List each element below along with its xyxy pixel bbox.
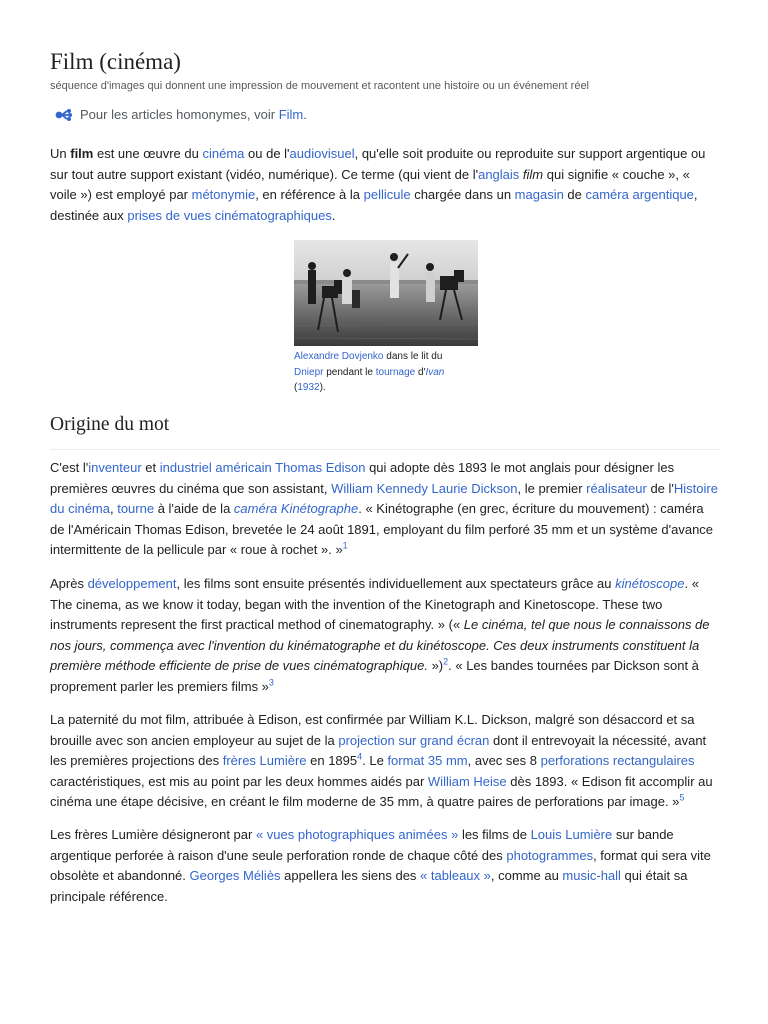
link-georges-melies[interactable]: Georges Méliès [189, 868, 281, 883]
link-pellicule[interactable]: pellicule [363, 187, 411, 202]
link-music-hall[interactable]: music-hall [562, 868, 621, 883]
paragraph-1: C'est l'inventeur et industriel américain Thomas Edison qui adopte dès 1893 le mot anglais pour désigner les premières œuvres du cinéma que son assistant, William Kennedy Laurie Dickson, le premier réalisateur de l'Histoire du cinéma, tourne à l'aide de la caméra Kinétographe. « Kinétographe (en grec, écriture du mouvement) : caméra de l'Américain Thomas Edison, brevetée le 24 août 1891, employant du film perforé 35 mm et un système d'avance intermittente de la pellicule par « roue à rochet ». »$^1$ [50, 460, 718, 557]
hatnote [54, 107, 307, 122]
link-metonymie[interactable]: métonymie [191, 187, 256, 202]
link-realisateur[interactable]: réalisateur [586, 480, 647, 496]
reference-4[interactable]: 4 [357, 751, 363, 762]
caption-link-dniepr[interactable]: Dniepr [294, 366, 324, 378]
link-louis-lumiere[interactable]: Louis Lumière [530, 827, 613, 842]
link-audiovisuel[interactable]: audiovisuel [289, 146, 355, 161]
caption-link-dovjenko[interactable]: Alexandre Dovjenko [294, 351, 384, 362]
reference-5[interactable]: 5 [679, 792, 685, 803]
paragraph-2: Après développement, les films sont ensuite présentés individuellement aux spectateurs grâce au kinétoscope. « The cinema, as we know it today, began with the invention of the Kinetograph and Kinetoscope. These two instruments represent the first practical method of cinematography. » (« Le cinéma, tel que nous le connaissons de nos jours, commença avec l'invention du kinématographe et du kinétoscope. Ces deux instruments constituent la première méthode efficiente de prise de vues cinématographique. »)$^2$. « Les bandes tournées par Dickson sont à proprement parler les premiers films »$^3$ [50, 576, 710, 694]
link-format-35mm[interactable]: format 35 mm [387, 753, 468, 768]
link-projection[interactable]: projection sur grand écran [338, 732, 490, 748]
caption-link-tournage[interactable]: tournage [375, 366, 416, 378]
page-title: Film (cinéma) [50, 49, 181, 74]
reference-2[interactable]: 2 [443, 656, 449, 667]
link-histoire-du-cinema[interactable]: Histoire du cinéma [50, 480, 718, 516]
link-magasin[interactable]: magasin [514, 187, 564, 202]
bold-term: film [70, 146, 94, 161]
section-heading: Origine du mot [50, 414, 170, 435]
link-kinetoscope[interactable]: kinétoscope [615, 576, 685, 591]
link-developpement[interactable]: développement [87, 576, 177, 591]
figure-caption: Alexandre Dovjenko dans le lit du Dniepr pendant le tournage d'Ivan (1932). [294, 351, 445, 393]
section-divider [50, 449, 720, 450]
caption-link-1932[interactable]: 1932 [297, 382, 320, 393]
disambiguation-icon [54, 108, 74, 122]
caption-link-ivan[interactable]: Ivan [425, 366, 445, 378]
link-photogrammes[interactable]: photogrammes [506, 847, 594, 863]
link-inventeur[interactable]: inventeur [88, 460, 142, 475]
link-kinetographe[interactable]: caméra Kinétographe [233, 501, 359, 516]
hatnote-link-film[interactable]: Film [278, 107, 304, 122]
reference-3[interactable]: 3 [268, 677, 274, 688]
intro-paragraph: Un film est une œuvre du cinéma ou de l'audiovisuel, qu'elle soit produite ou reproduite sur support argentique ou sur tout autre support existant (vidéo, numérique). Ce terme (qui vient de l'anglais film qui signifie « couche », « voile ») est employé par métonymie, en référence à la pellicule chargée dans un magasin de caméra argentique, destinée aux prises de vues cinématographiques. [50, 146, 706, 223]
link-dickson[interactable]: William Kennedy Laurie Dickson [331, 480, 518, 496]
link-vues-photographiques[interactable]: « vues photographiques animées » [255, 827, 459, 842]
reference-1[interactable]: 1 [342, 540, 348, 551]
paragraph-3: La paternité du mot film, attribuée à Edison, est confirmée par William K.L. Dickson, malgré son désaccord et sa brouille avec son ancien employeur au sujet de la projection sur grand écran dont il entrevoyait la nécessité, avant les premières projections des frères Lumière en 1895$^4$. Le format 35 mm, avec ses 8 perforations rectangulaires caractéristiques, est mis au point par les deux hommes aidés par William Heise dès 1893. « Edison fit accomplir au cinéma une étape décisive, en créant le film moderne de 35 mm, à quatre paires de perforations par image. »$^5$ [50, 712, 713, 809]
link-anglais[interactable]: anglais [478, 166, 520, 182]
link-prises-de-vues[interactable]: prises de vues cinématographiques [127, 207, 332, 223]
figure-photo[interactable] [294, 240, 478, 346]
link-camera-argentique[interactable]: caméra argentique [585, 187, 694, 202]
hatnote-text: Pour les articles homonymes, voir Film. [80, 107, 307, 122]
link-perforations[interactable]: perforations rectangulaires [540, 753, 695, 768]
page-subtitle: séquence d'images qui donnent une impression de mouvement et racontent une histoire ou un événement réel [50, 80, 589, 92]
link-freres-lumiere[interactable]: frères Lumière [222, 753, 307, 768]
link-tourne[interactable]: tourne [117, 501, 155, 516]
figure [294, 240, 478, 396]
link-cinema[interactable]: cinéma [202, 146, 245, 161]
link-william-heise[interactable]: William Heise [427, 773, 507, 789]
link-tableaux[interactable]: « tableaux » [420, 868, 491, 883]
link-thomas-edison[interactable]: industriel américain Thomas Edison [159, 460, 366, 475]
paragraph-4: Les frères Lumière désigneront par « vues photographiques animées » les films de Louis Lumière sur bande argentique perforée à raison d'une seule perforation ronde de chaque côté des photogrammes, format qui sera vite obsolète et abandonné. Georges Méliès appellera les siens des « tableaux », comme au music-hall qui était sa principale référence. [50, 827, 711, 904]
